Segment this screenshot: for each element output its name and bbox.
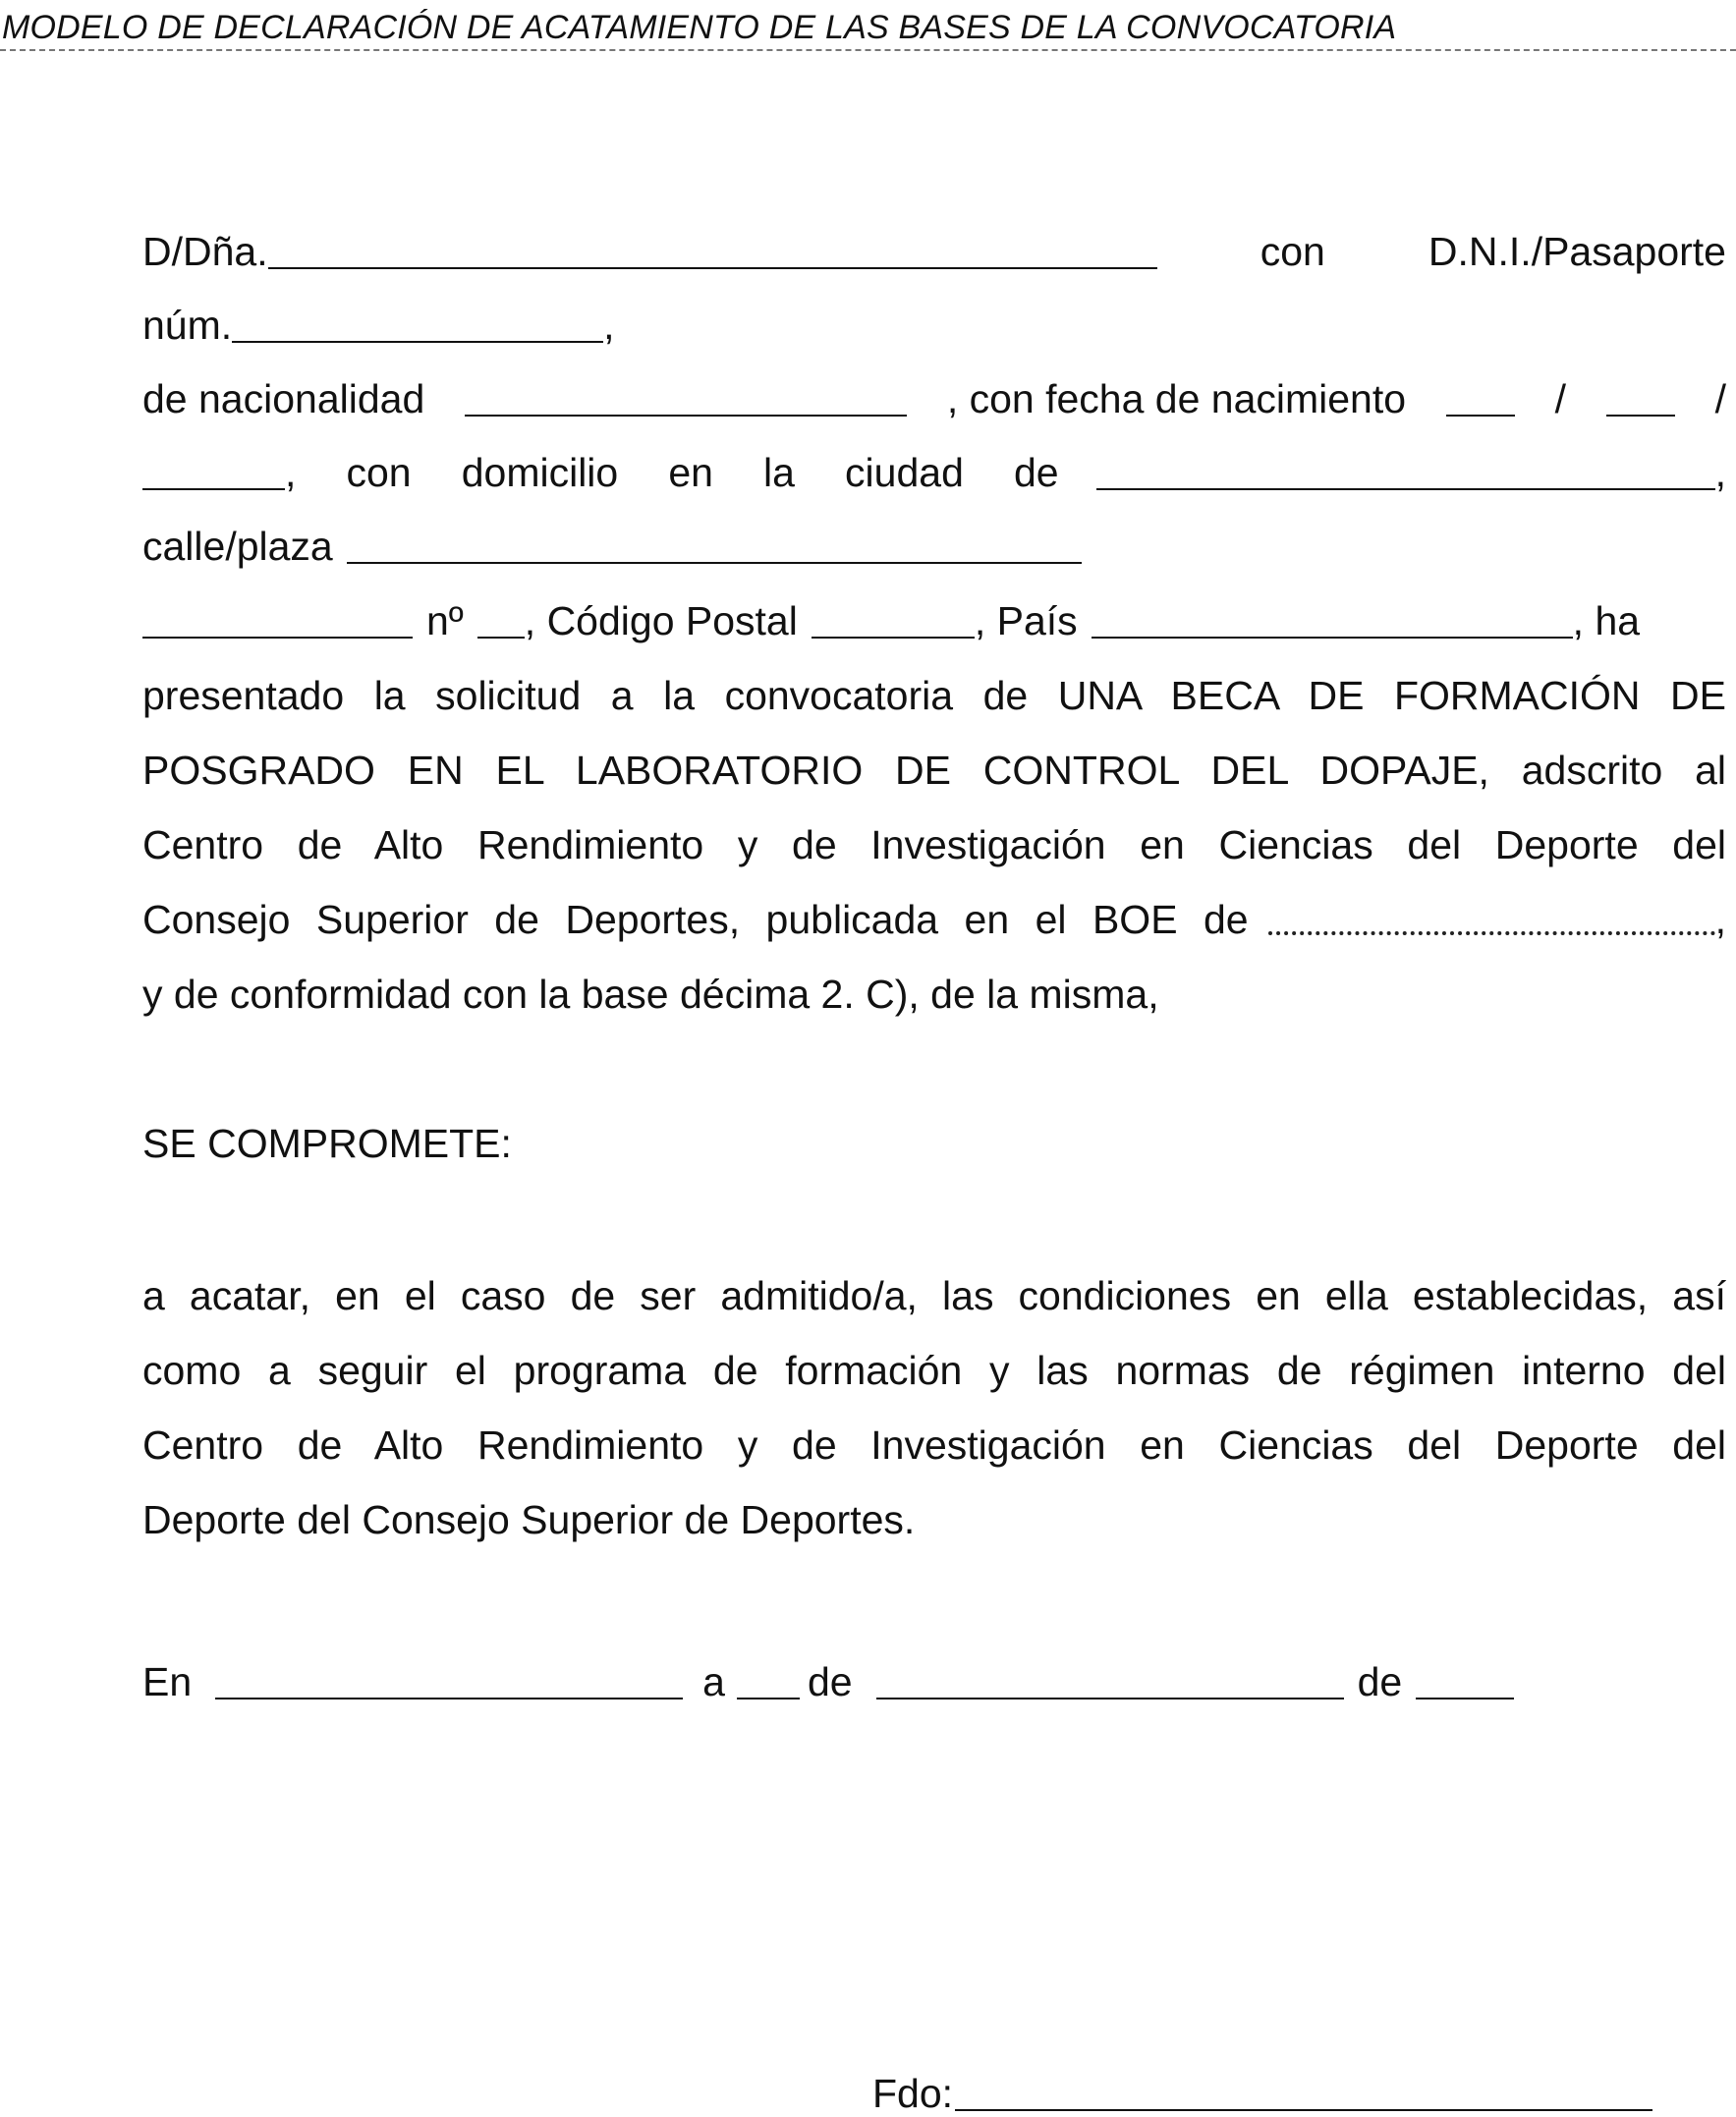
address-line xyxy=(142,585,1726,644)
commit-line-4: Deporte del Consejo Superior de Deportes. xyxy=(142,1497,916,1542)
body-line-3: Centro de Alto Rendimiento y de Investigación en Ciencias del Deporte del xyxy=(142,822,1726,867)
name-label: D/Dña. xyxy=(142,229,268,274)
de-word-2: de xyxy=(1357,1659,1403,1704)
id-label: D.N.I./Pasaporte xyxy=(1428,229,1726,274)
nationality-label: de nacionalidad xyxy=(142,376,425,421)
street-label: calle/plaza xyxy=(142,524,333,569)
en-word: En xyxy=(142,1659,193,1704)
city-comma: , xyxy=(1714,450,1726,495)
commit-line-2: como a seguir el programa de formación y las normas de régimen interno del xyxy=(142,1348,1726,1393)
signature-line xyxy=(872,2058,1727,2117)
birth-month-blank[interactable] xyxy=(1606,375,1675,417)
place-blank[interactable] xyxy=(215,1658,683,1699)
birth-label: , con fecha de nacimiento xyxy=(946,376,1407,421)
city-text: , con domicilio en la ciudad de xyxy=(285,450,1059,495)
birth-slash-1: / xyxy=(1554,376,1567,421)
street-blank[interactable] xyxy=(347,523,1082,564)
city-line xyxy=(142,437,1726,496)
con-word: con xyxy=(1260,229,1325,274)
signature-blank[interactable] xyxy=(955,2070,1652,2111)
birth-year-blank[interactable] xyxy=(142,449,285,490)
day-blank[interactable] xyxy=(737,1658,800,1699)
body-line-4: Consejo Superior de Deportes, publicada en el BOE de , xyxy=(142,884,1726,943)
postal-code-blank[interactable] xyxy=(812,597,975,639)
commit-line-1: a acatar, en el caso de ser admitido/a, las condiciones en ella establecidas, así xyxy=(142,1273,1726,1318)
name-field xyxy=(142,228,1157,275)
commitment-heading: SE COMPROMETE: xyxy=(142,1121,512,1166)
birth-slash-2: / xyxy=(1714,376,1726,421)
birth-day-blank[interactable] xyxy=(1446,375,1515,417)
country-label: , País xyxy=(974,598,1078,643)
commit-line-3: Centro de Alto Rendimiento y de Investigación en Ciencias del Deporte del xyxy=(142,1422,1726,1468)
de-word-1: de xyxy=(807,1659,853,1704)
month-blank[interactable] xyxy=(876,1658,1344,1699)
nationality-line xyxy=(142,363,1726,422)
name-line xyxy=(142,216,1726,275)
boe-comma: , xyxy=(1714,897,1726,942)
street-cont-blank[interactable] xyxy=(142,597,413,639)
name-blank[interactable] xyxy=(268,228,1157,269)
num-comma: , xyxy=(603,303,615,348)
year-blank[interactable] xyxy=(1416,1658,1514,1699)
postal-label: , Código Postal xyxy=(524,598,798,643)
date-line xyxy=(142,1646,1726,1705)
country-blank[interactable] xyxy=(1092,597,1573,639)
nationality-blank[interactable] xyxy=(465,375,907,417)
body-line-5: y de conformidad con la base décima 2. C), de la misma, xyxy=(142,972,1159,1017)
id-number-blank[interactable] xyxy=(232,302,603,343)
id-number-line xyxy=(142,290,1726,349)
street-line xyxy=(142,511,1726,570)
city-blank[interactable] xyxy=(1096,449,1715,490)
document-title: MODELO DE DECLARACIÓN DE ACATAMIENTO DE LAS BASES DE LA CONVOCATORIA xyxy=(0,4,1736,51)
signature-label: Fdo: xyxy=(872,2071,954,2116)
a-word: a xyxy=(702,1659,725,1704)
no-label: nº xyxy=(426,598,464,643)
ha-word: , ha xyxy=(1572,598,1641,643)
body-line-2: POSGRADO EN EL LABORATORIO DE CONTROL DEL DOPAJE, adscrito al xyxy=(142,748,1726,793)
boe-date-blank[interactable] xyxy=(1268,892,1715,935)
street-number-blank[interactable] xyxy=(477,597,525,639)
num-label: núm. xyxy=(142,303,233,348)
body-line-1: presentado la solicitud a la convocatoria de UNA BECA DE FORMACIÓN DE xyxy=(142,673,1726,718)
